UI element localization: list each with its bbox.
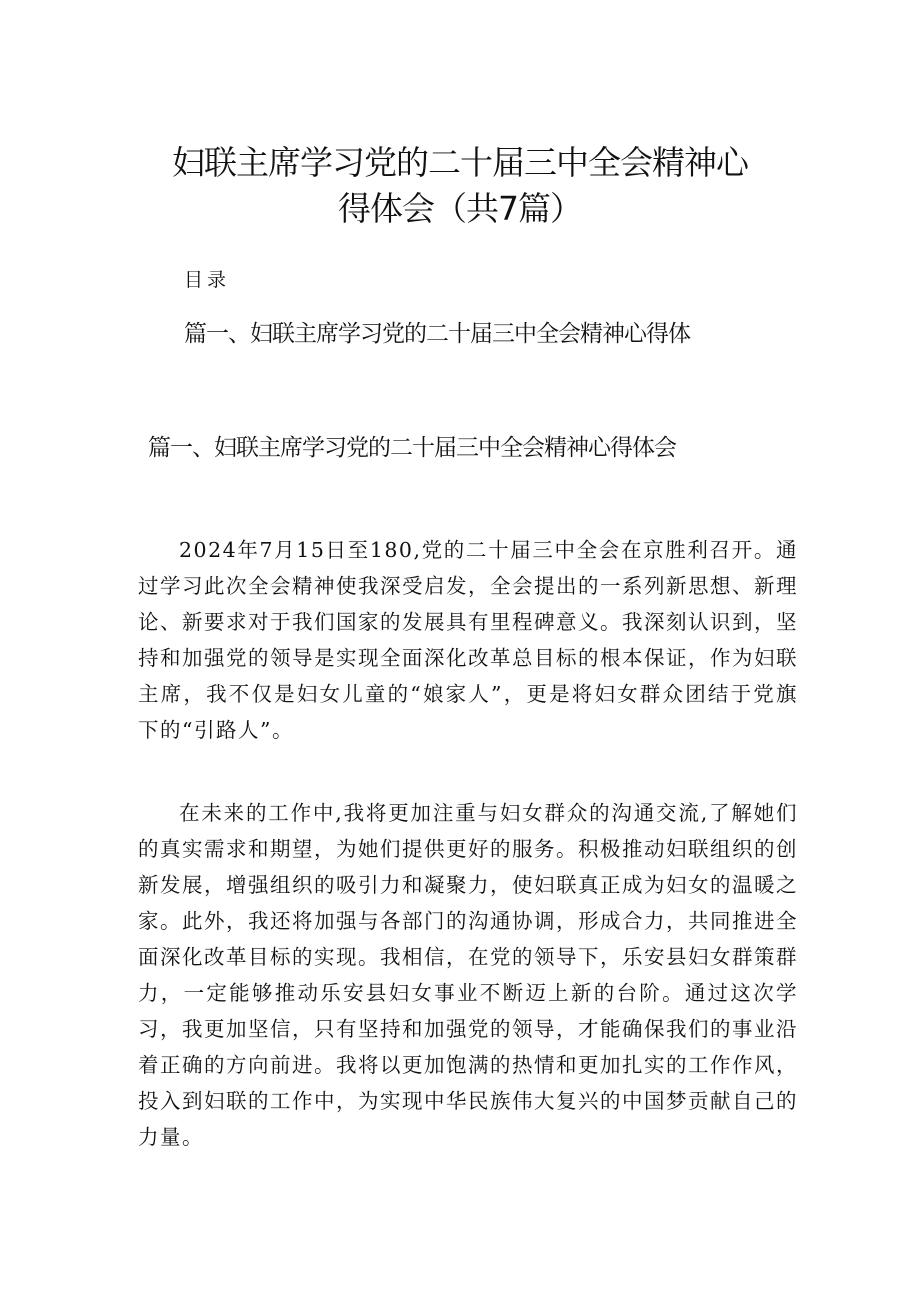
toc-entry-1[interactable]: 篇一、妇联主席学习党的二十届三中全会精神心得体	[184, 321, 690, 347]
document-title-line-1: 妇联主席学习党的二十届三中全会精神心	[172, 143, 748, 182]
body-paragraph-2: 在未来的工作中,我将更加注重与妇女群众的沟通交流,了解她们的真实需求和期望，为她们提供更好的服务。积极推动妇联组织的创新发展，增强组织的吸引力和凝聚力，使妇联真正成为妇女的温暖之家。此外，我还将加强与各部门的沟通协调，形成合力，共同推进全面深化改革目标的实现。我相信，在党的领导下，乐安县妇女群策群力，一定能够推动乐安县妇女事业不断迈上新的台阶。通过这次学习，我更加坚信，只有坚持和加强党的领导，才能确保我们的事业沿着正确的方向前进。我将以更加饱满的热情和更加扎实的工作作风，投入到妇联的工作中，为实现中华民族伟大复兴的中国梦贡献自己的力量。	[138, 801, 798, 1149]
body-paragraph-1: 2024年7月15日至180,党的二十届三中全会在京胜利召开。通过学习此次全会精神使我深受启发，全会提出的一系列新思想、新理论、新要求对于我们国家的发展具有里程碑意义。我深刻认识到，坚持和加强党的领导是实现全面深化改革总目标的根本保证，作为妇联主席，我不仅是妇女儿童的“娘家人”，更是将妇女群众团结于党旗下的“引路人”。	[138, 538, 798, 742]
document-title-line-2: 得体会（共7篇）	[338, 189, 582, 228]
section-heading: 篇一、妇联主席学习党的二十届三中全会精神心得体会	[148, 435, 676, 461]
toc-label: 目录	[184, 269, 231, 291]
